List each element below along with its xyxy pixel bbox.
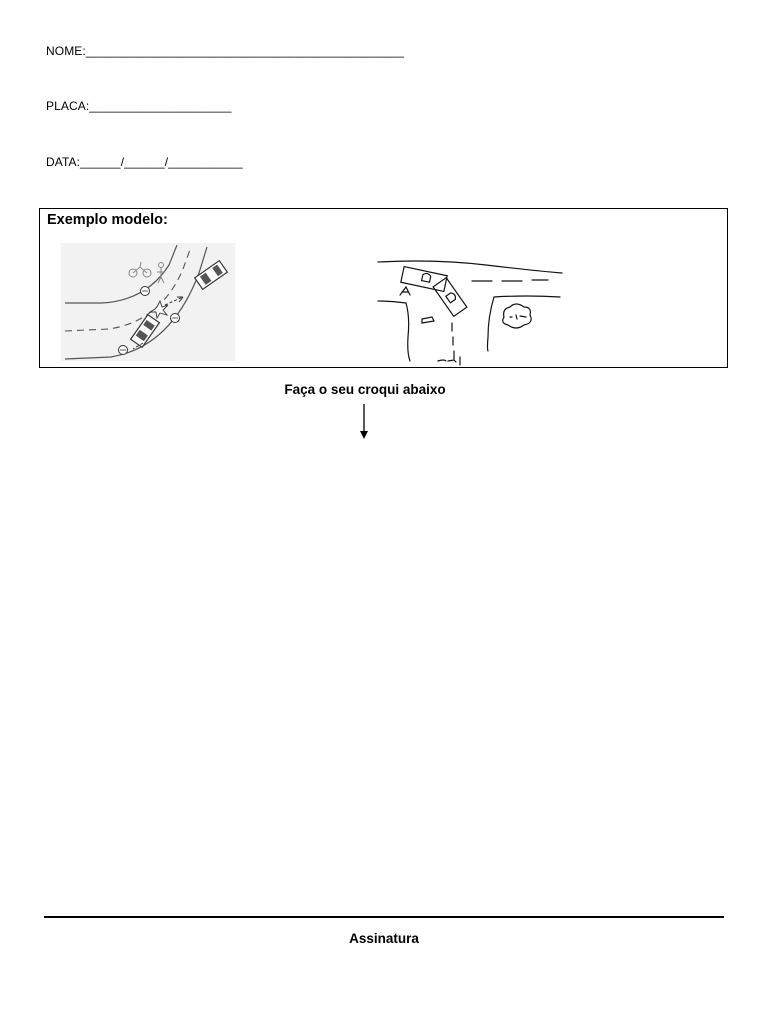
- example-sketch-intersection: [376, 257, 568, 367]
- example-title: Exemplo modelo:: [47, 212, 168, 228]
- signature-label: Assinatura: [349, 931, 419, 946]
- placa-field-label: PLACA:_____________________: [46, 99, 232, 113]
- example-box: [39, 208, 728, 368]
- data-field-label: DATA:______/______/___________: [46, 155, 243, 169]
- nome-field-label: NOME:_______________________________________________: [46, 44, 405, 58]
- down-arrow-icon: [358, 404, 370, 440]
- instruction-text: Faça o seu croqui abaixo: [284, 382, 446, 397]
- signature-line: [44, 916, 724, 918]
- example-sketch-curve: [61, 243, 235, 361]
